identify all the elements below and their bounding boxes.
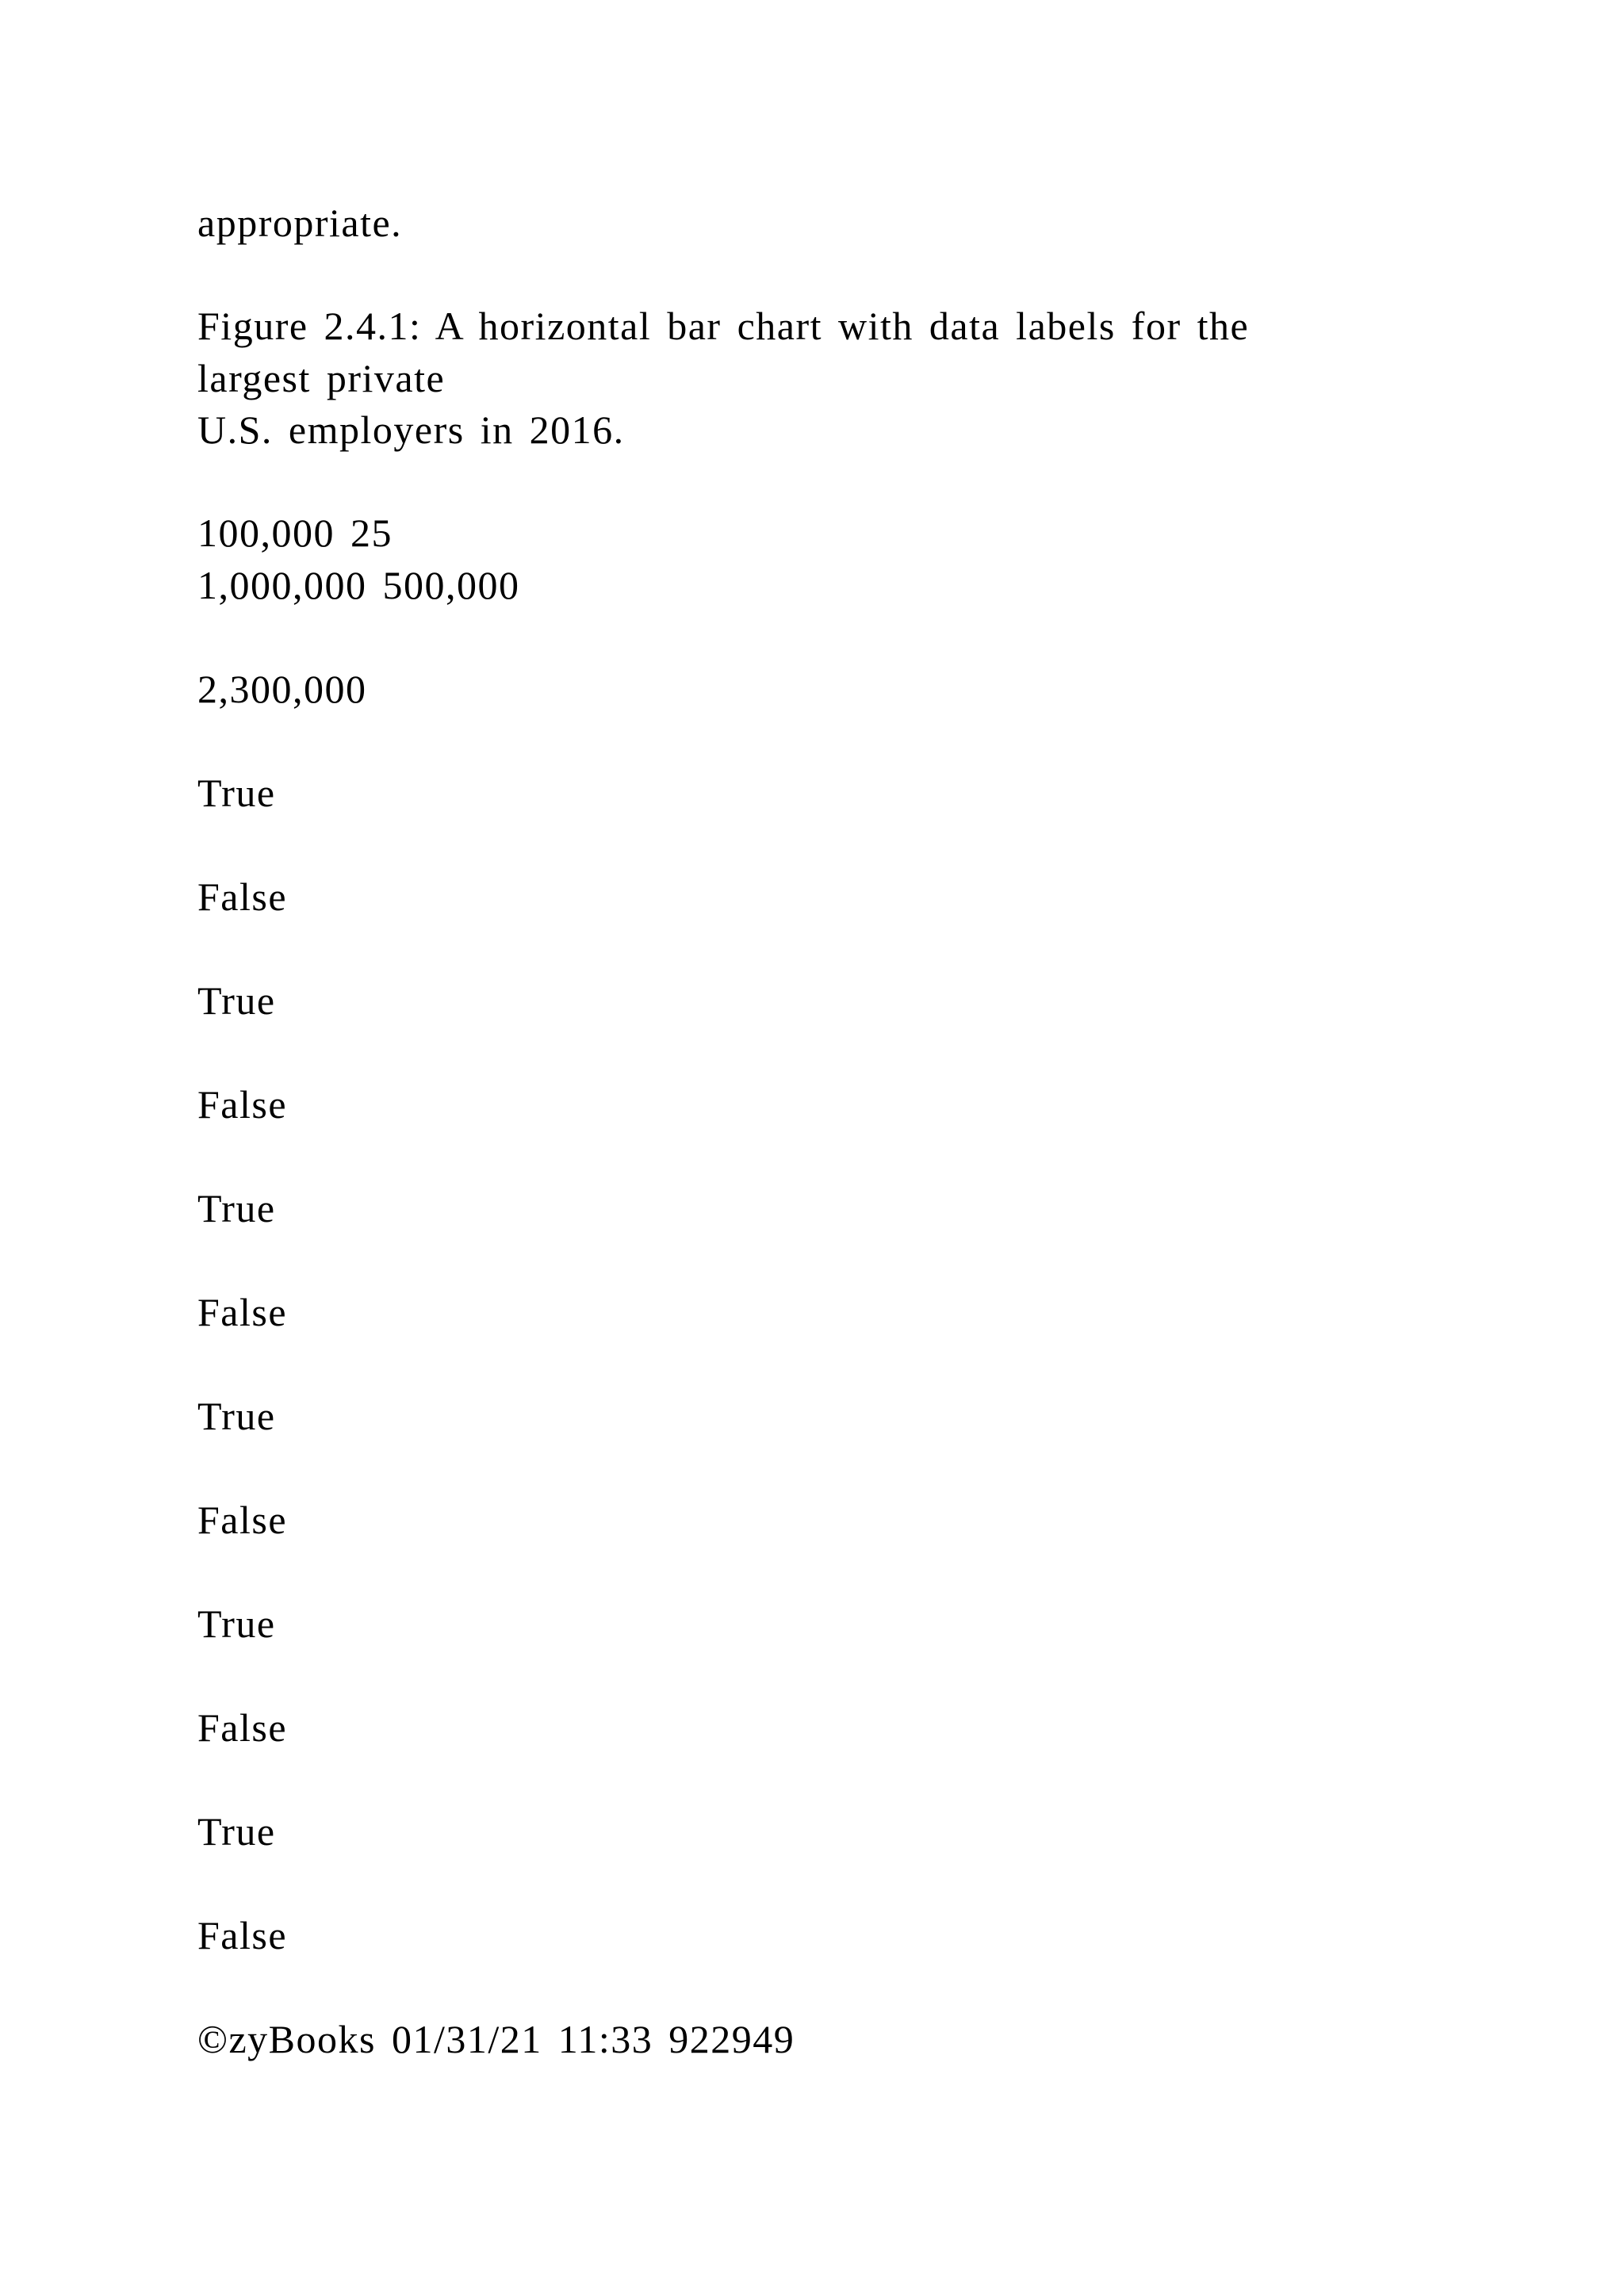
answer-option: True (197, 771, 276, 815)
answer-option: False (197, 1705, 288, 1750)
answer-option: True (197, 1186, 276, 1230)
answer-option: False (197, 1290, 288, 1334)
figure-caption-line-3: U.S. employers in 2016. (197, 408, 625, 452)
footer-watermark: ©zyBooks 01/31/21 11:33 922949 (197, 2017, 795, 2061)
answer-option: False (197, 1082, 288, 1127)
answer-option: True (197, 1809, 276, 1854)
axis-values-line-1: 100,000 25 (197, 511, 393, 555)
axis-values-line-2: 1,000,000 500,000 (197, 563, 520, 607)
answer-option: False (197, 874, 288, 919)
answer-option: True (197, 978, 276, 1023)
text-fragment: appropriate. (197, 201, 403, 245)
figure-caption-line-1: Figure 2.4.1: A horizontal bar chart with data labels for the (197, 304, 1250, 348)
answer-option: False (197, 1913, 288, 1957)
answer-option: True (197, 1601, 276, 1646)
answer-option: True (197, 1394, 276, 1438)
answer-option: False (197, 1498, 288, 1542)
figure-caption-line-2: largest private (197, 356, 446, 400)
axis-values-line-3: 2,300,000 (197, 667, 367, 711)
